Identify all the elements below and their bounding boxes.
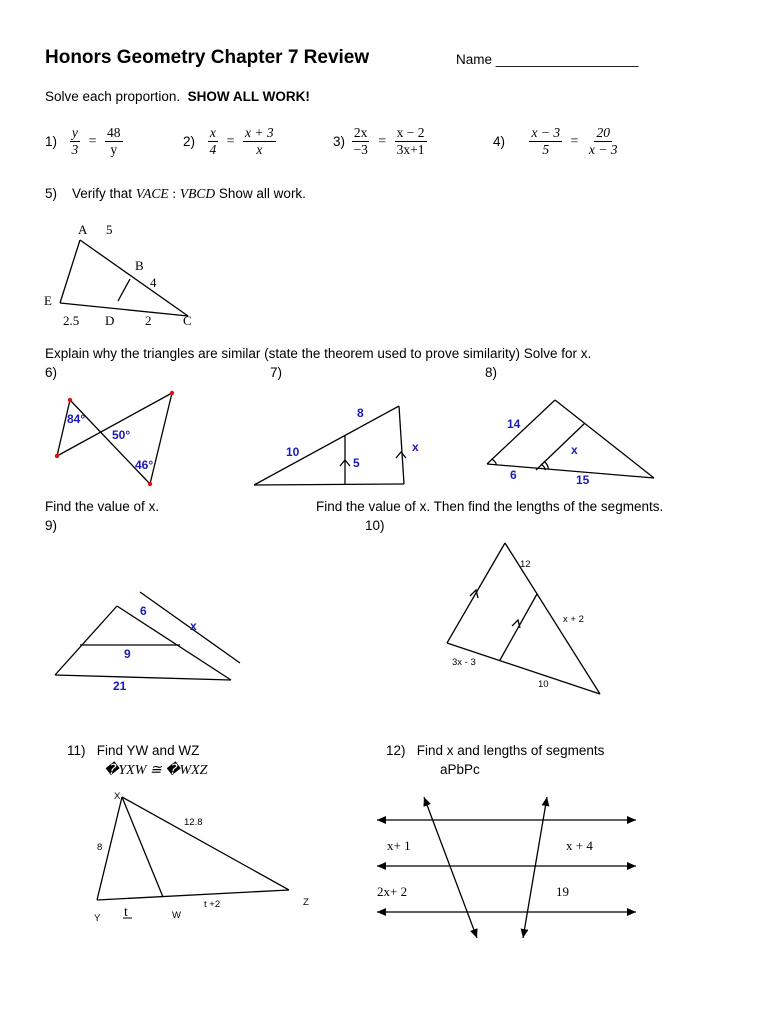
problem-7-label: 7) — [270, 365, 283, 380]
figure-9-triangle — [55, 592, 240, 680]
triangle-bcd: VBCD — [179, 186, 216, 201]
label-x: X — [114, 791, 121, 802]
label-a: A — [78, 222, 88, 237]
label-d: D — [105, 313, 115, 328]
numerator: y — [71, 125, 78, 140]
fig7-inner-label: 5 — [353, 456, 360, 470]
figure-8-triangle — [487, 400, 654, 478]
triangle-ace: VACE — [135, 186, 169, 201]
text: Verify that — [72, 186, 133, 201]
problem-label: 12) — [386, 743, 406, 758]
denominator: 4 — [209, 142, 217, 157]
label-c: C — [183, 313, 192, 328]
fig7-left-label: 10 — [286, 445, 300, 459]
problem-12-parallel: aPbPc — [440, 762, 480, 777]
fig12-c-label: 2x+ 2 — [377, 884, 408, 899]
numerator: x − 3 — [531, 125, 561, 140]
label-b: B — [135, 258, 144, 273]
numerator: x + 3 — [245, 125, 274, 140]
problem-label: 3) — [333, 134, 346, 149]
angle-46-label: 46° — [135, 458, 154, 472]
figure-11-triangle — [97, 797, 289, 900]
label-wz: t +2 — [204, 899, 221, 910]
explain-text: Explain why the triangles are similar (state the theorem used to prove similarity) Solve for x. — [45, 346, 592, 361]
numerator: 2x — [353, 125, 368, 140]
label-y: Y — [94, 913, 101, 924]
fig10-3x3-label: 3x - 3 — [452, 657, 476, 668]
numerator: x — [209, 125, 216, 140]
show-work-text: SHOW ALL WORK! — [187, 89, 310, 104]
label-e-value: 2.5 — [63, 313, 80, 328]
label-a-value: 5 — [106, 222, 113, 237]
problem-8-label: 8) — [485, 365, 498, 380]
label-xz: 12.8 — [184, 817, 203, 828]
denominator: x − 3 — [588, 142, 618, 157]
label-yw: t — [124, 905, 128, 920]
problem-6-label: 6) — [45, 365, 58, 380]
denominator: −3 — [353, 142, 368, 157]
figure-7-triangle — [254, 406, 406, 485]
fig8-left-label: 14 — [507, 417, 521, 431]
text: Show all work. — [218, 186, 306, 201]
label-xy: 8 — [97, 842, 103, 853]
equals-sign: = — [226, 133, 235, 149]
fig7-top-label: 8 — [357, 406, 364, 420]
fig8-x-label: x — [571, 443, 578, 457]
equals-sign: = — [378, 133, 387, 149]
angle-50-label: 50° — [112, 428, 131, 442]
problem-label: 4) — [493, 134, 506, 149]
text: Find x and lengths of segments — [416, 743, 605, 758]
text: Find YW and WZ — [96, 743, 200, 758]
numerator: 20 — [596, 125, 610, 140]
angle-84-label: 84° — [67, 412, 86, 426]
denominator: x — [256, 142, 263, 157]
figure-12-parallel-lines — [377, 797, 636, 938]
denominator: 3 — [71, 142, 79, 157]
fig10-x2-label: x + 2 — [563, 614, 584, 625]
label-b-value: 4 — [150, 275, 157, 290]
numerator: 48 — [107, 125, 121, 140]
problem-label: 5) — [45, 186, 58, 201]
label-w: W — [172, 910, 181, 921]
fig8-bottom-b-label: 15 — [576, 473, 590, 487]
label-e: E — [44, 293, 52, 308]
figure-5-triangle — [60, 240, 188, 316]
fig10-10-label: 10 — [538, 679, 549, 690]
denominator: y — [110, 142, 118, 157]
instructions-text: Solve each proportion. — [45, 89, 181, 104]
denominator: 5 — [542, 142, 550, 157]
fig10-12-label: 12 — [520, 559, 531, 570]
fig12-a-label: x+ 1 — [387, 838, 411, 853]
fig9-21-label: 21 — [113, 679, 127, 693]
numerator: x − 2 — [396, 125, 425, 140]
find-x-lengths-text: Find the value of x. Then find the lengths of the segments. — [316, 499, 664, 514]
name-field[interactable]: Name ___________________ — [456, 52, 639, 67]
similar-symbol: : — [172, 186, 177, 201]
fig12-d-label: 19 — [556, 884, 569, 899]
problem-label: 2) — [183, 134, 196, 149]
fig9-6-label: 6 — [140, 604, 147, 618]
page-title: Honors Geometry Chapter 7 Review — [45, 47, 370, 68]
fig9-9-label: 9 — [124, 647, 131, 661]
fig9-x-label: x — [190, 619, 197, 633]
problem-label: 11) — [67, 743, 86, 758]
problem-11-congruence: �YXW ≅ �WXZ — [104, 763, 208, 778]
fig12-b-label: x + 4 — [566, 838, 593, 853]
problem-label: 1) — [45, 134, 58, 149]
fig7-x-label: x — [412, 440, 419, 454]
equals-sign: = — [88, 133, 97, 149]
label-z: Z — [303, 897, 309, 908]
problem-10-label: 10) — [365, 518, 385, 533]
find-x-text: Find the value of x. — [45, 499, 160, 514]
fig8-bottom-a-label: 6 — [510, 468, 517, 482]
label-d-value: 2 — [145, 313, 152, 328]
problem-9-label: 9) — [45, 518, 58, 533]
denominator: 3x+1 — [396, 142, 425, 157]
equals-sign: = — [570, 133, 579, 149]
